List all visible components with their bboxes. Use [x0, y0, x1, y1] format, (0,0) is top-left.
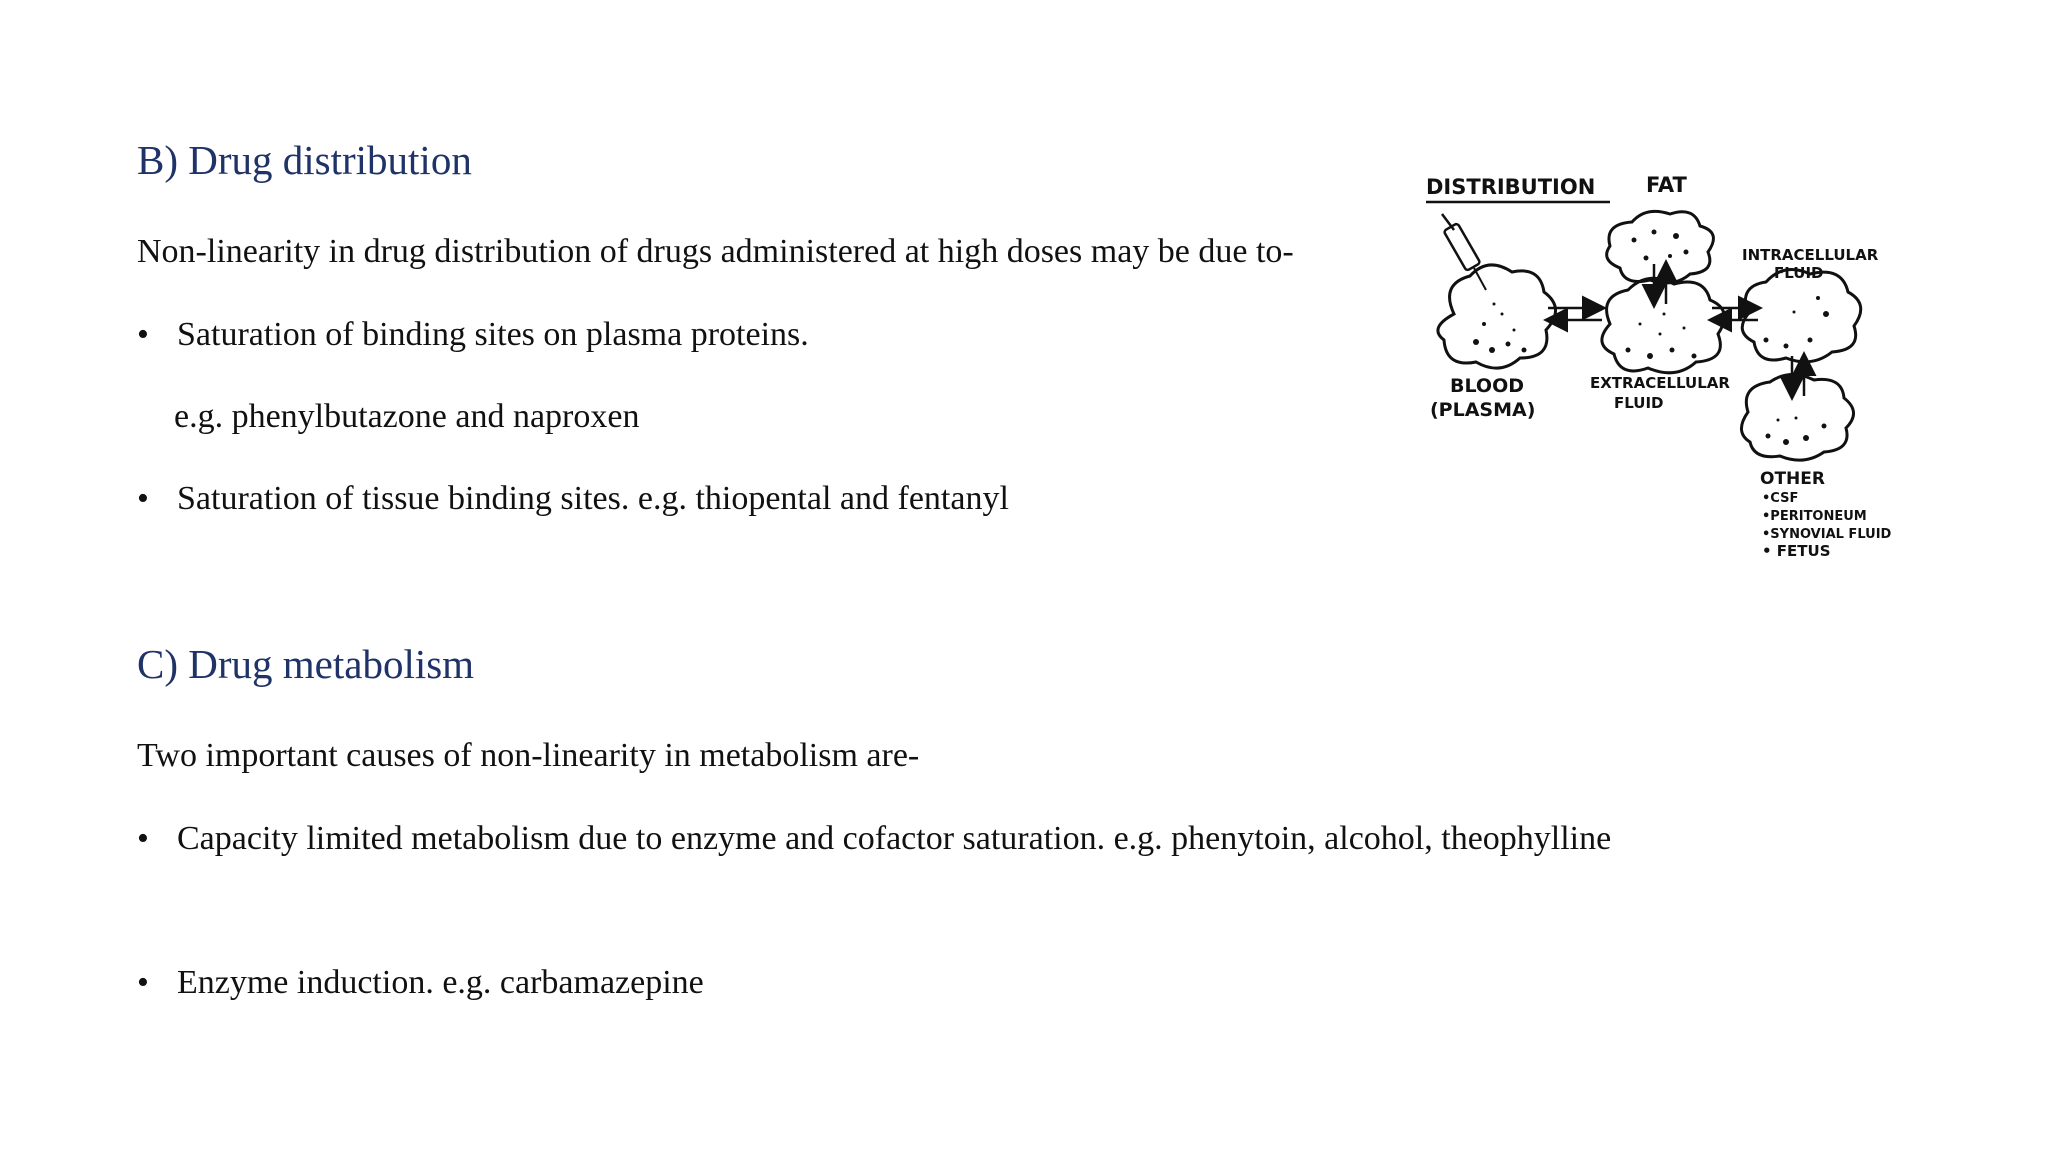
bullet-marker: •: [137, 964, 149, 1001]
diagram-label-extracellular-fluid: FLUID: [1614, 394, 1664, 412]
other-compartment-shape: [1741, 374, 1853, 460]
bullet-marker: •: [137, 480, 149, 517]
list-item: [137, 304, 1437, 366]
intracellular-compartment-shape: [1742, 270, 1861, 362]
diagram-label-plasma: (PLASMA): [1430, 399, 1536, 421]
bullet-example: e.g. phenylbutazone and naproxen: [174, 398, 640, 435]
distribution-diagram: [1414, 164, 1944, 562]
diagram-label-intracellular: INTRACELLULAR: [1742, 246, 1879, 264]
diagram-title: DISTRIBUTION: [1426, 175, 1596, 199]
diagram-other-item: • FETUS: [1762, 542, 1831, 560]
diagram-label-fat: FAT: [1646, 173, 1687, 197]
blood-compartment-shape: [1438, 265, 1556, 368]
extracellular-compartment-shape: [1602, 278, 1725, 373]
bullet-text: Enzyme induction. e.g. carbamazepine: [177, 964, 704, 1001]
bullet-text: Saturation of tissue binding sites. e.g. thiopental and fentanyl: [177, 480, 1009, 517]
bullet-marker: •: [137, 820, 149, 857]
list-item: [137, 468, 1437, 530]
list-item: [137, 808, 1637, 870]
diagram-label-intracellular-fluid: FLUID: [1774, 264, 1824, 282]
fat-compartment-shape: [1607, 211, 1714, 283]
diagram-label-extracellular: EXTRACELLULAR: [1590, 374, 1730, 392]
diagram-other-item: •SYNOVIAL FLUID: [1762, 527, 1892, 542]
diagram-other-item: •CSF: [1762, 491, 1799, 506]
section-c-heading: C) Drug metabolism: [137, 641, 475, 687]
bullet-marker: •: [137, 316, 149, 353]
bullet-text: Capacity limited metabolism due to enzyme and cofactor saturation. e.g. phenytoin, alcohol, theophylline: [177, 820, 1612, 857]
section-c-intro: Two important causes of non-linearity in metabolism are-: [137, 737, 920, 774]
section-b-intro: Non-linearity in drug distribution of drugs administered at high doses may be due to-: [137, 233, 1294, 270]
diagram-label-other: OTHER: [1760, 469, 1825, 489]
distribution-sketch: [1414, 164, 1944, 562]
list-item: [137, 952, 1437, 1014]
section-b-heading: B) Drug distribution: [137, 137, 472, 183]
diagram-other-item: •PERITONEUM: [1762, 509, 1867, 524]
diagram-label-blood: BLOOD: [1450, 375, 1524, 397]
bullet-text: Saturation of binding sites on plasma proteins.: [177, 316, 809, 353]
